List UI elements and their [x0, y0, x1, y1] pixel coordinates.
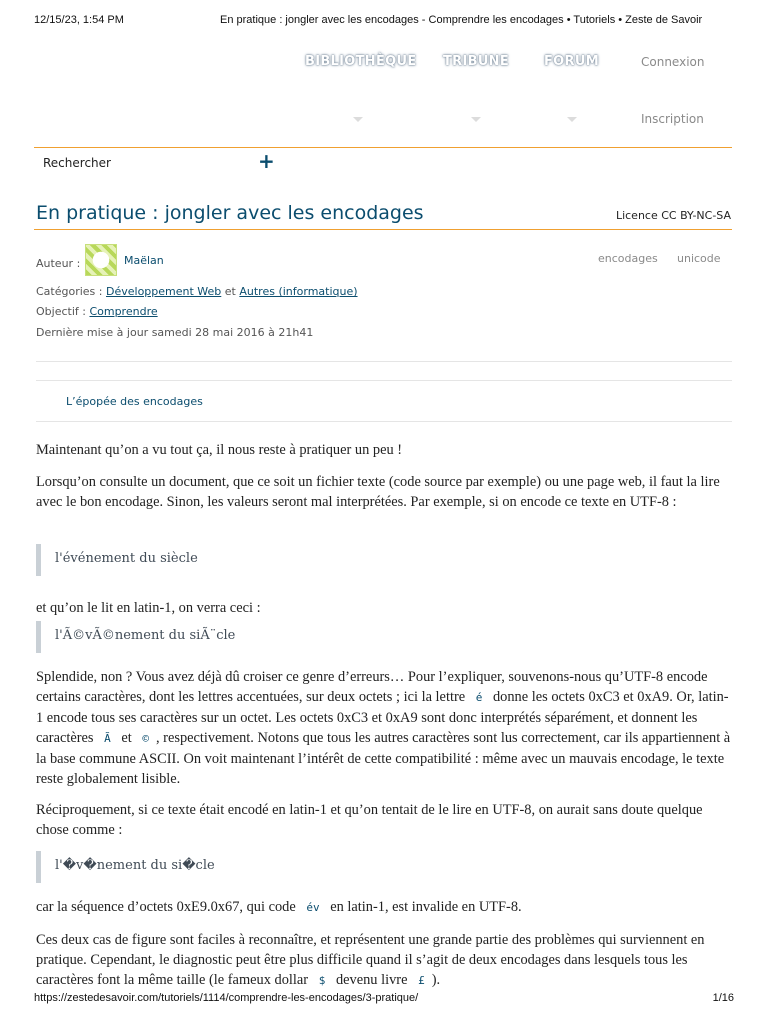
quote-text: l'�v�nement du si�cle — [55, 858, 215, 873]
divider — [36, 421, 732, 422]
tag-encodages[interactable]: encodages — [598, 252, 658, 265]
text-run: devenu livre — [335, 972, 408, 988]
text-run: ). — [431, 972, 441, 988]
author-row — [36, 244, 732, 276]
text-run: Ces deux cas de figure sont faciles à reconnaître, et représentent une grande partie des problèmes qui surviennent en pratique. Cependant, le diagnostic peut être plus difficile quand il s’agit de deux encodages dans lesquels tous les caractères font la même taille (le fameux dollar — [36, 932, 705, 988]
paragraph — [36, 930, 732, 991]
print-header — [34, 14, 734, 30]
chevron-down-icon[interactable] — [471, 117, 481, 122]
blockquote — [36, 621, 732, 653]
author-name[interactable]: Maëlan — [124, 254, 164, 267]
inline-code: Ã — [104, 732, 111, 745]
chevron-down-icon[interactable] — [567, 117, 577, 122]
print-footer — [34, 992, 734, 1006]
inline-code: é — [475, 691, 483, 704]
nav-tribune[interactable]: TRIBUNE — [443, 54, 510, 69]
blockquote — [36, 544, 732, 576]
avatar[interactable] — [85, 244, 117, 276]
categories — [36, 285, 358, 298]
chevron-down-icon[interactable] — [353, 117, 363, 122]
inline-code: év — [306, 901, 320, 914]
paragraph — [36, 897, 732, 918]
text-run: donne les octets 0xC3 et 0xA9. Or, latin-1 encode tous ses caractères sur un octet. Les octets 0xC3 et 0xA9 sont donc interprétés séparément, et donnent les caractères — [36, 689, 729, 746]
paragraph: Maintenant qu’on a vu tout ça, il nous reste à pratiquer un peu ! — [36, 442, 403, 458]
paragraph — [36, 667, 732, 789]
objective-label: Objectif : — [36, 305, 90, 318]
search-label: Rechercher — [43, 156, 111, 170]
category-link-web[interactable]: Développement Web — [106, 285, 222, 298]
divider — [36, 380, 732, 381]
chapter-link[interactable]: L’épopée des encodages — [66, 395, 203, 408]
print-doc-title: En pratique : jongler avec les encodages - Comprendre les encodages • Tutoriels • Zeste de Savoir — [220, 14, 703, 26]
page-title: En pratique : jongler avec les encodages — [36, 202, 424, 224]
login-link[interactable]: Connexion — [641, 55, 705, 69]
blockquote — [36, 851, 732, 883]
plus-icon[interactable]: + — [258, 149, 275, 173]
tag-unicode[interactable]: unicode — [677, 252, 721, 265]
quote-text: l'Ã©vÃ©nement du siÃ¨cle — [55, 628, 236, 643]
inline-code: £ — [418, 974, 425, 987]
paragraph: Lorsqu’on consulte un document, que ce soit un fichier texte (code source par exemple) ou une page web, il faut la lire avec le bon encodage. Sinon, les valeurs seront mal interprétées. Par exemple, si on encode ce texte en UTF-8 : — [36, 474, 720, 510]
print-url: https://zestedesavoir.com/tutoriels/1114/comprendre-les-encodages/3-pratique/ — [34, 992, 419, 1004]
divider — [36, 361, 732, 362]
objective-link[interactable]: Comprendre — [89, 305, 158, 318]
category-link-other[interactable]: Autres (informatique) — [239, 285, 358, 298]
search-bar[interactable] — [34, 147, 732, 177]
licence-label[interactable]: Licence CC BY-NC-SA — [615, 209, 731, 222]
objective — [36, 305, 158, 318]
last-updated: Dernière mise à jour samedi 28 mai 2016 à 21h41 — [36, 326, 314, 339]
author-label: Auteur : — [36, 257, 81, 270]
paragraph: Réciproquement, si ce texte était encodé en latin-1 et qu’on tentait de le lire en UTF-8, on aurait sans doute quelque chose comme : — [36, 802, 703, 838]
text-run: et — [121, 730, 132, 746]
inline-code: $ — [318, 974, 326, 987]
text-run: Splendide, non ? Vous avez déjà dû croiser ce genre d’erreurs… Pour l’expliquer, souvenons-nous qu’UTF-8 encode certains caractères, dont les lettres accentuées, sur deux octets ; ici la lettre — [36, 669, 708, 705]
signup-link[interactable]: Inscription — [641, 112, 704, 126]
paragraph: et qu’on le lit en latin-1, on verra ceci : — [36, 600, 261, 616]
quote-text: l'événement du siècle — [55, 551, 198, 566]
nav-forum[interactable]: FORUM — [544, 54, 599, 69]
text-run: en latin-1, est invalide en UTF-8. — [330, 899, 522, 915]
categories-label: Catégories : — [36, 285, 106, 298]
print-date: 12/15/23, 1:54 PM — [34, 14, 124, 26]
print-page-number: 1/16 — [712, 992, 734, 1004]
text-run: , respectivement. Notons que tous les autres caractères sont lus correctement, car ils appartiennent à la base commune ASCII. On voit maintenant l’intérêt de cette compatibilité : même avec un mauvais encodage, le texte reste globalement lisible. — [36, 730, 731, 787]
inline-code: © — [142, 732, 149, 745]
categories-separator: et — [221, 285, 240, 298]
title-row — [34, 198, 732, 230]
text-run: car la séquence d’octets 0xE9.0x67, qui code — [36, 899, 296, 915]
nav-bibliotheque[interactable]: BIBLIOTHÈQUE — [305, 54, 417, 69]
